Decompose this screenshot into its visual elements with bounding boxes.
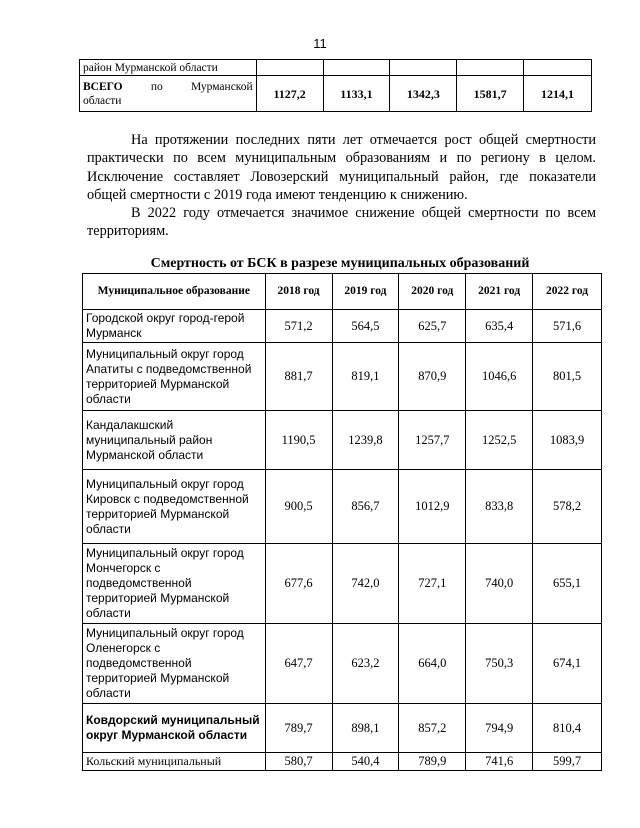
value-cell: 571,2 bbox=[265, 310, 332, 343]
total-end: Мурманской bbox=[190, 80, 253, 93]
paragraph-2: В 2022 году отмечается значимое снижение общей смертности по всем территориям. bbox=[87, 205, 596, 240]
value-cell: 900,5 bbox=[265, 470, 332, 544]
table-cell bbox=[390, 60, 457, 76]
value-cell: 819,1 bbox=[332, 343, 399, 411]
paragraph-1: На протяжении последних пяти лет отмечается рост общей смертности практически по всем муниципальным образованиям и по региону в целом. Исключение составляет Ловозерский муниципальный район, где показатели общей смертности с 2019 года имеют тенденцию к снижению. bbox=[87, 132, 596, 204]
municipality-name: Кандалакшский муниципальный район Мурманской области bbox=[83, 411, 266, 470]
header-municipality: Муниципальное образование bbox=[83, 274, 266, 310]
value-cell: 664,0 bbox=[399, 624, 466, 704]
header-row bbox=[83, 274, 602, 310]
value-cell: 564,5 bbox=[332, 310, 399, 343]
total-label bbox=[80, 76, 257, 112]
value-cell: 794,9 bbox=[466, 704, 533, 753]
header-2021: 2021 год bbox=[466, 274, 533, 310]
previous-table-continuation bbox=[79, 59, 592, 112]
municipality-name: Городской округ город-герой Мурманск bbox=[83, 310, 266, 343]
mortality-table bbox=[82, 273, 602, 771]
total-line2: области bbox=[83, 94, 122, 107]
total-mid: по bbox=[150, 80, 163, 93]
total-2018: 1127,2 bbox=[256, 76, 323, 112]
table-row bbox=[83, 343, 602, 411]
municipality-name: Муниципальный округ город Апатиты с подведомственной территорией Мурманской области bbox=[83, 343, 266, 411]
table-row bbox=[83, 411, 602, 470]
value-cell: 599,7 bbox=[533, 753, 602, 771]
value-cell: 810,4 bbox=[533, 704, 602, 753]
value-cell: 623,2 bbox=[332, 624, 399, 704]
value-cell: 540,4 bbox=[332, 753, 399, 771]
value-cell: 1083,9 bbox=[533, 411, 602, 470]
table-row bbox=[83, 704, 602, 753]
value-cell: 727,1 bbox=[399, 544, 466, 624]
table-row bbox=[83, 470, 602, 544]
table-cell bbox=[524, 60, 592, 76]
value-cell: 742,0 bbox=[332, 544, 399, 624]
header-2019: 2019 год bbox=[332, 274, 399, 310]
value-cell: 789,7 bbox=[265, 704, 332, 753]
table-row bbox=[83, 624, 602, 704]
value-cell: 1257,7 bbox=[399, 411, 466, 470]
value-cell: 1012,9 bbox=[399, 470, 466, 544]
total-2019: 1133,1 bbox=[323, 76, 390, 112]
value-cell: 647,7 bbox=[265, 624, 332, 704]
table-title: Смертность от БСК в разрезе муниципальных образований bbox=[150, 256, 530, 271]
municipality-name: Муниципальный округ город Мончегорск с подведомственной территорией Мурманской области bbox=[83, 544, 266, 624]
value-cell: 881,7 bbox=[265, 343, 332, 411]
municipality-name: Муниципальный округ город Кировск с подведомственной территорией Мурманской области bbox=[83, 470, 266, 544]
value-cell: 741,6 bbox=[466, 753, 533, 771]
municipality-name: Муниципальный округ город Оленегорск с подведомственной территорией Мурманской области bbox=[83, 624, 266, 704]
value-cell: 801,5 bbox=[533, 343, 602, 411]
value-cell: 750,3 bbox=[466, 624, 533, 704]
table-row bbox=[83, 753, 602, 771]
total-2022: 1214,1 bbox=[524, 76, 592, 112]
value-cell: 580,7 bbox=[265, 753, 332, 771]
value-cell: 635,4 bbox=[466, 310, 533, 343]
value-cell: 740,0 bbox=[466, 544, 533, 624]
municipality-name: Ковдорский муниципальный округ Мурманской области bbox=[83, 704, 266, 753]
table-row bbox=[83, 544, 602, 624]
value-cell: 655,1 bbox=[533, 544, 602, 624]
value-cell: 1252,5 bbox=[466, 411, 533, 470]
total-word: ВСЕГО bbox=[83, 80, 123, 93]
page-number: 11 bbox=[313, 36, 327, 51]
header-2020: 2020 год bbox=[399, 274, 466, 310]
value-cell: 856,7 bbox=[332, 470, 399, 544]
header-2018: 2018 год bbox=[265, 274, 332, 310]
value-cell: 857,2 bbox=[399, 704, 466, 753]
header-2022: 2022 год bbox=[533, 274, 602, 310]
value-cell: 674,1 bbox=[533, 624, 602, 704]
value-cell: 1190,5 bbox=[265, 411, 332, 470]
table-cell bbox=[323, 60, 390, 76]
value-cell: 898,1 bbox=[332, 704, 399, 753]
municipality-name: Кольский муниципальный bbox=[83, 753, 266, 771]
value-cell: 571,6 bbox=[533, 310, 602, 343]
total-row bbox=[80, 76, 592, 112]
value-cell: 833,8 bbox=[466, 470, 533, 544]
value-cell: 1239,8 bbox=[332, 411, 399, 470]
total-2020: 1342,3 bbox=[390, 76, 457, 112]
value-cell: 578,2 bbox=[533, 470, 602, 544]
table-row bbox=[83, 310, 602, 343]
value-cell: 1046,6 bbox=[466, 343, 533, 411]
value-cell: 789,9 bbox=[399, 753, 466, 771]
value-cell: 677,6 bbox=[265, 544, 332, 624]
value-cell: 625,7 bbox=[399, 310, 466, 343]
total-2021: 1581,7 bbox=[457, 76, 524, 112]
value-cell: 870,9 bbox=[399, 343, 466, 411]
table-row bbox=[80, 60, 592, 76]
table-cell bbox=[256, 60, 323, 76]
row-label: район Мурманской области bbox=[80, 60, 257, 76]
table-cell bbox=[457, 60, 524, 76]
